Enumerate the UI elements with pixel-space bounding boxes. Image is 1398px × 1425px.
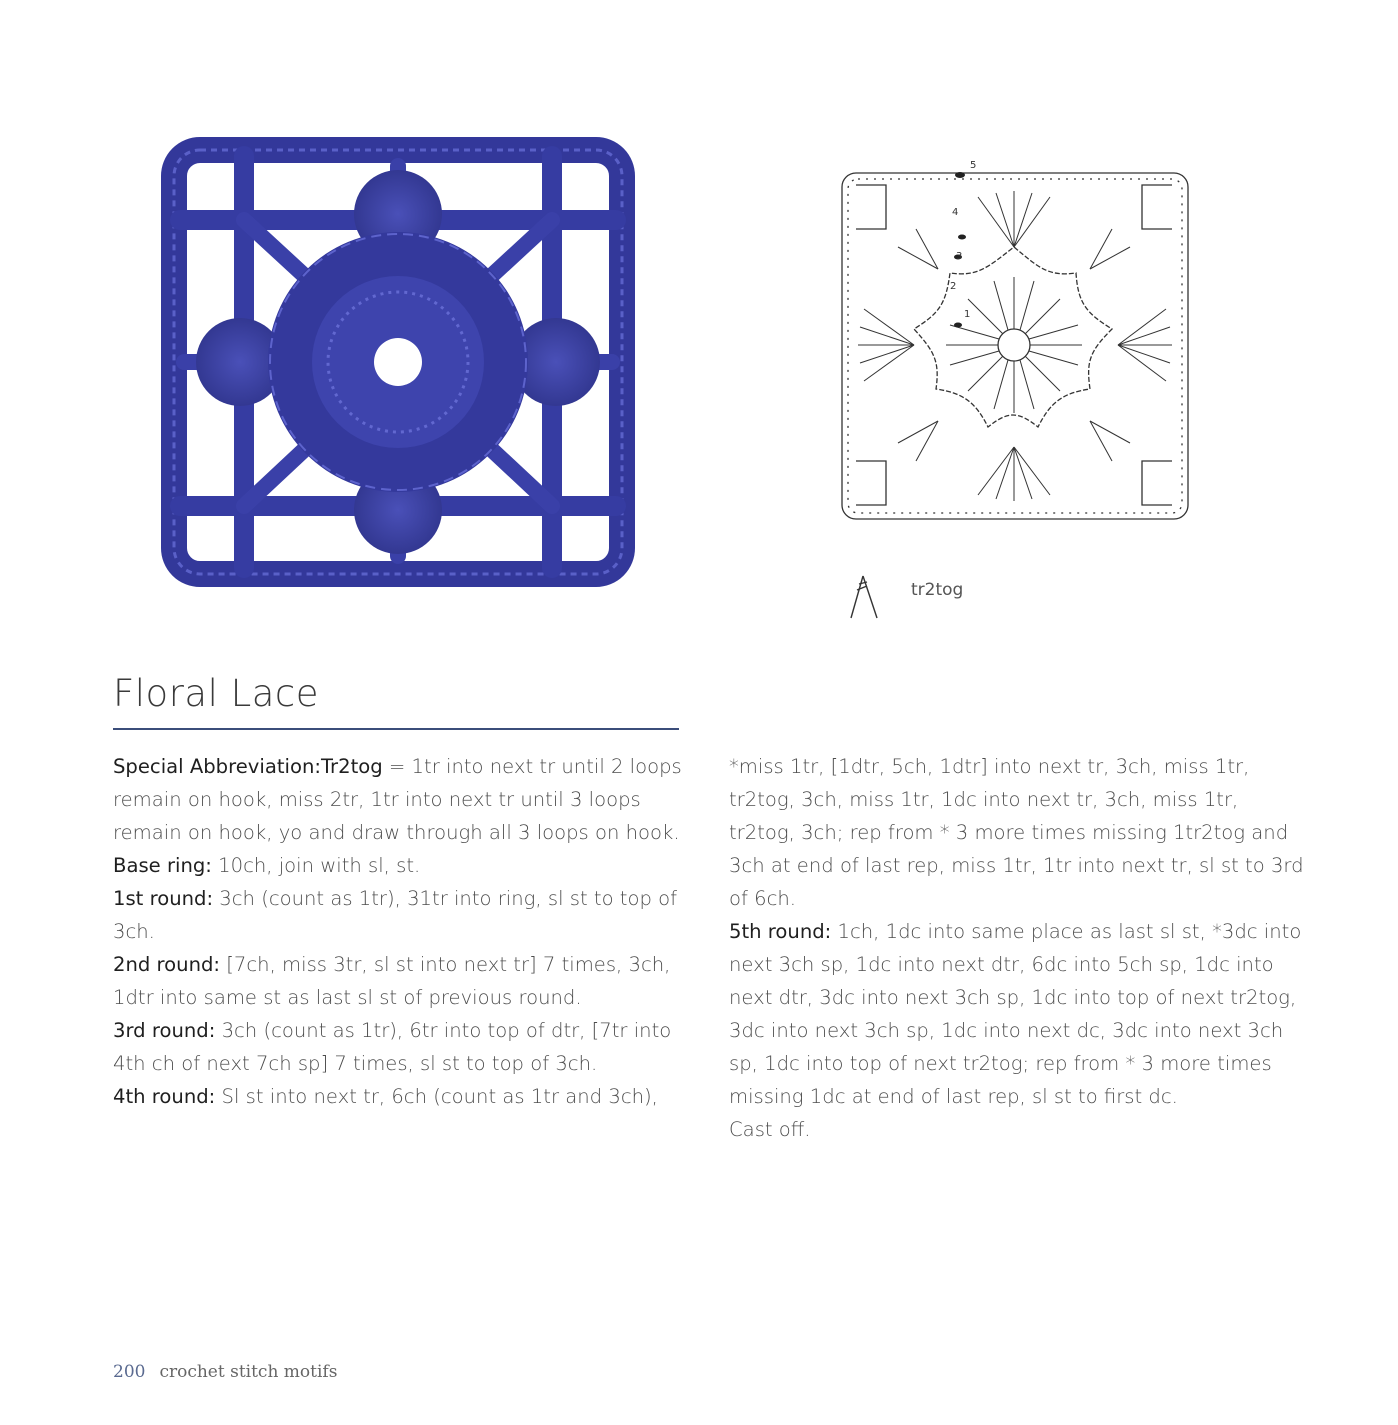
round-number-2: 2: [950, 281, 957, 292]
round-number-3: 3: [956, 251, 963, 262]
legend-label: tr2tog: [911, 580, 964, 600]
tr2tog-symbol-icon: [845, 572, 885, 620]
round-5-label: 5th round:: [729, 920, 832, 943]
chart-legend: [845, 572, 1005, 622]
round-3: [113, 1014, 683, 1080]
round-number-5: 5: [970, 160, 977, 171]
page-title: Floral Lace: [113, 672, 320, 715]
round-4-text: Sl st into next tr, 6ch (count as 1tr and 3ch),: [215, 1085, 658, 1108]
page-number: 200: [113, 1362, 146, 1382]
base-ring: [113, 849, 683, 882]
round-5-text: 1ch, 1dc into same place as last sl st, *3dc into next 3ch sp, 1dc into next dtr, 6dc into 5ch sp, 1dc into next dtr, 3dc into next 3ch sp, 1dc into top of next tr2tog, 3dc into next 3ch sp, 1dc into next dc, 3dc into next 3ch sp, 1dc into top of next tr2tog; rep from * 3 more times missing 1dc at end of last rep, sl st to first dc.: [729, 920, 1302, 1108]
page-footer: [113, 1362, 337, 1382]
special-abbreviation: [113, 750, 683, 849]
round-5: [729, 915, 1309, 1113]
base-ring-text: 10ch, join with sl, st.: [211, 854, 421, 877]
round-number-4: 4: [952, 207, 959, 218]
base-ring-label: Base ring:: [113, 854, 212, 877]
instructions-left-column: [113, 750, 683, 1113]
round-2: [113, 948, 683, 1014]
instructions-right-column: [729, 750, 1309, 1146]
round-1: [113, 882, 683, 948]
cast-off: Cast off.: [729, 1118, 811, 1141]
round-2-text: [7ch, miss 3tr, sl st into next tr] 7 times, 3ch, 1dtr into same st as last sl st of previous round.: [113, 953, 671, 1009]
special-abbreviation-text: = 1tr into next tr until 2 loops remain on hook, miss 2tr, 1tr into next tr until 3 loops remain on hook, yo and draw through all 3 loops on hook.: [113, 755, 682, 844]
round-4-label: 4th round:: [113, 1085, 216, 1108]
round-3-text: 3ch (count as 1tr), 6tr into top of dtr, [7tr into 4th ch of next 7ch sp] 7 times, sl st to top of 3ch.: [113, 1019, 672, 1075]
round-4-continued: *miss 1tr, [1dtr, 5ch, 1dtr] into next tr, 3ch, miss 1tr, tr2tog, 3ch, miss 1tr, 1dc into next tr, 3ch, miss 1tr, tr2tog, 3ch; rep from * 3 more times missing 1tr2tog and 3ch at end of last rep, miss 1tr, 1tr into next tr, sl st to 3rd of 6ch.: [729, 755, 1304, 910]
round-number-1: 1: [964, 309, 971, 320]
round-4: [113, 1080, 683, 1113]
crochet-motif-photo: [160, 136, 636, 588]
round-3-label: 3rd round:: [113, 1019, 216, 1042]
special-abbreviation-label: Special Abbreviation:Tr2tog: [113, 755, 383, 778]
round-1-text: 3ch (count as 1tr), 31tr into ring, sl st to top of 3ch.: [113, 887, 678, 943]
round-1-label: 1st round:: [113, 887, 214, 910]
round-2-label: 2nd round:: [113, 953, 221, 976]
title-rule: [113, 728, 679, 730]
running-title: crochet stitch motifs: [159, 1362, 338, 1382]
crochet-chart-diagram: [828, 157, 1200, 533]
